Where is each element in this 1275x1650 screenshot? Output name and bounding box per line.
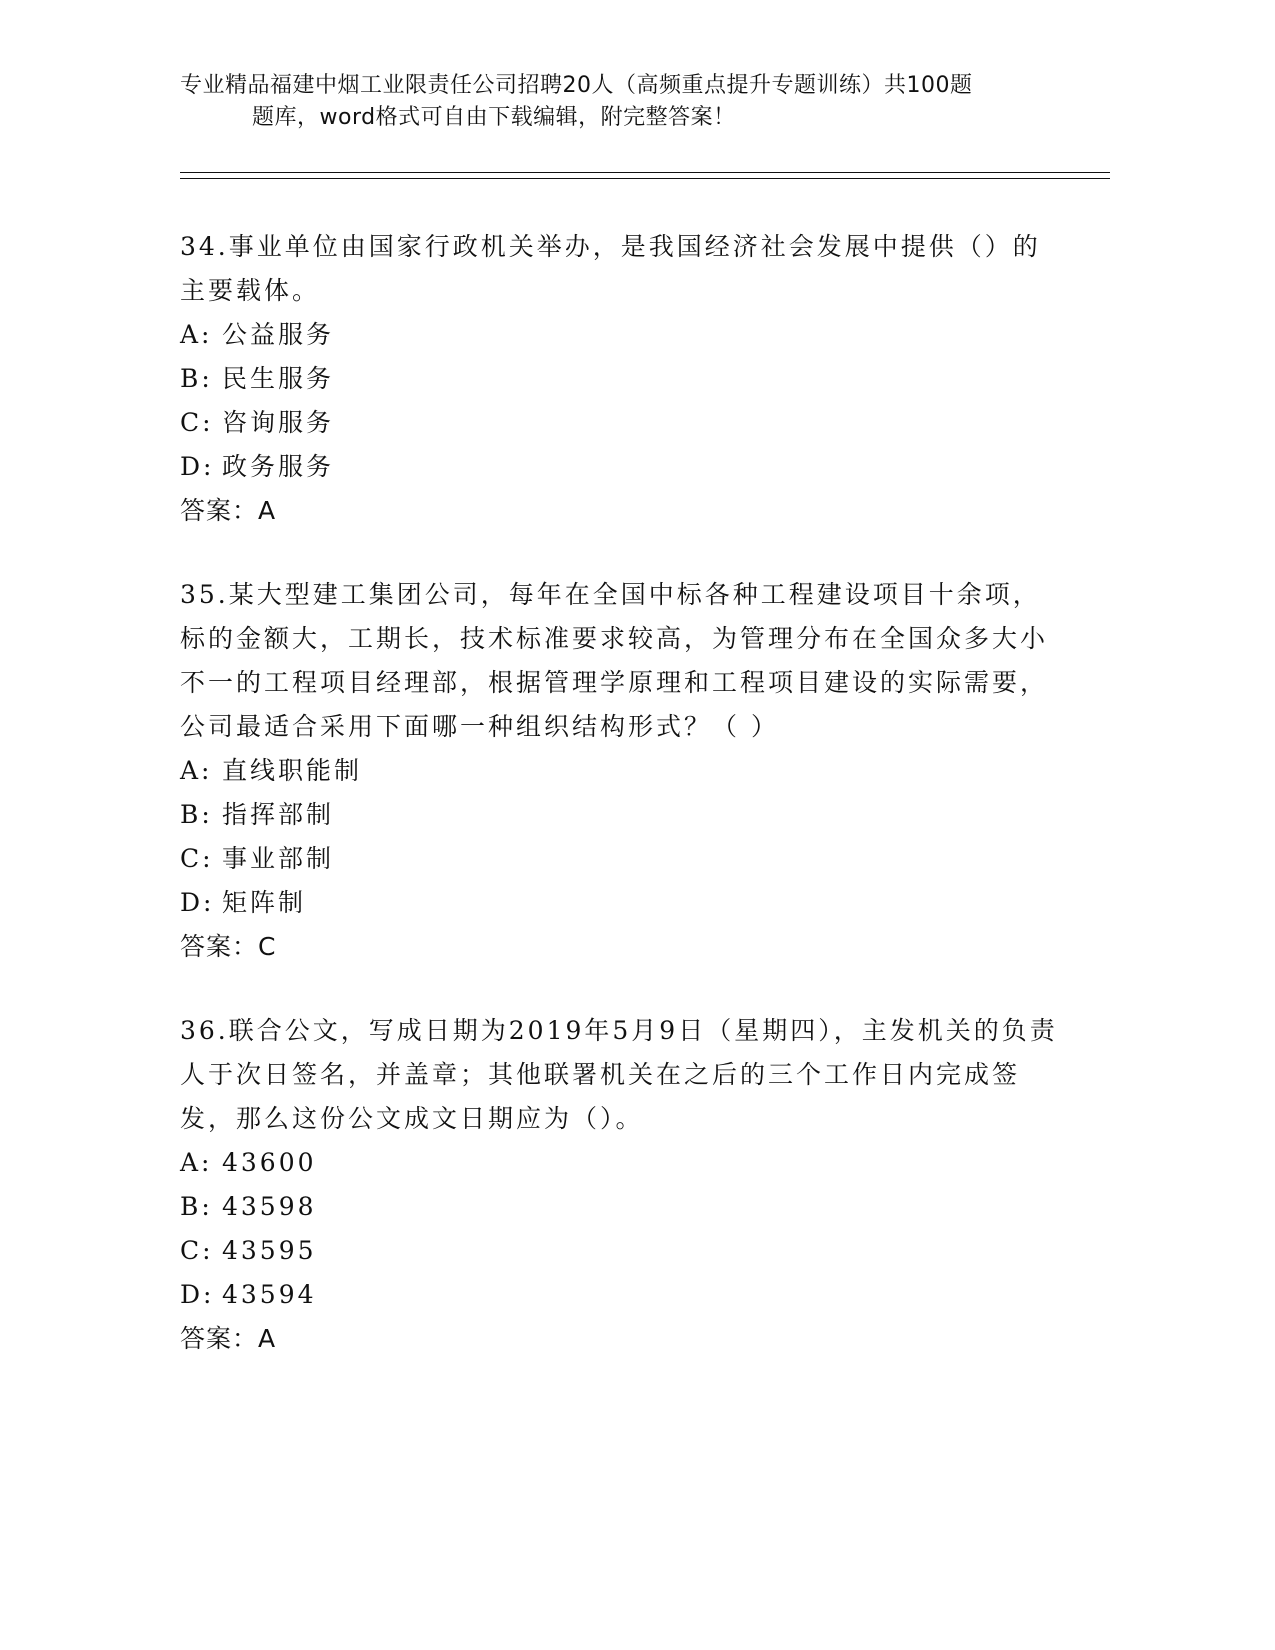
option-text: 民生服务	[222, 364, 335, 393]
question-34	[180, 225, 1060, 533]
answer-line: 答案：A	[180, 496, 277, 525]
option-a	[180, 749, 1060, 793]
option-text: 43594	[222, 1280, 317, 1309]
option-letter: C:	[180, 1236, 214, 1265]
document-header	[180, 70, 1060, 134]
question-35	[180, 573, 1060, 969]
question-36	[180, 1009, 1060, 1361]
option-c	[180, 837, 1060, 881]
option-c	[180, 1229, 1060, 1273]
option-text: 43595	[222, 1236, 317, 1265]
answer-line: 答案：A	[180, 1324, 277, 1353]
option-text: 43598	[222, 1192, 317, 1221]
question-text: 34.事业单位由国家行政机关举办，是我国经济社会发展中提供（）的主要载体。	[180, 232, 1041, 305]
option-text: 政务服务	[222, 452, 335, 481]
option-text: 指挥部制	[222, 800, 335, 829]
option-letter: A:	[180, 320, 213, 349]
option-c	[180, 401, 1060, 445]
option-letter: B:	[180, 364, 213, 393]
option-letter: B:	[180, 800, 213, 829]
option-letter: C:	[180, 844, 214, 873]
option-letter: A:	[180, 756, 213, 785]
option-text: 43600	[222, 1148, 317, 1177]
option-b	[180, 357, 1060, 401]
option-letter: C:	[180, 408, 214, 437]
option-text: 咨询服务	[222, 408, 335, 437]
option-text: 事业部制	[222, 844, 335, 873]
option-text: 矩阵制	[222, 888, 307, 917]
option-d	[180, 445, 1060, 489]
answer-line: 答案：C	[180, 932, 277, 961]
option-letter: D:	[180, 888, 215, 917]
option-d	[180, 881, 1060, 925]
header-title-line2: 题库，word格式可自由下载编辑，附完整答案！	[252, 105, 736, 130]
header-divider-bottom	[180, 178, 1110, 179]
option-letter: D:	[180, 452, 215, 481]
option-b	[180, 1185, 1060, 1229]
option-letter: D:	[180, 1280, 215, 1309]
option-text: 直线职能制	[222, 756, 363, 785]
option-letter: A:	[180, 1148, 213, 1177]
question-text: 36.联合公文，写成日期为2019年5月9日（星期四），主发机关的负责人于次日签名，并盖章；其他联署机关在之后的三个工作日内完成签发，那么这份公文成文日期应为（）。	[180, 1016, 1058, 1133]
option-a	[180, 1141, 1060, 1185]
header-divider-top	[180, 172, 1110, 173]
question-text: 35.某大型建工集团公司，每年在全国中标各种工程建设项目十余项，标的金额大，工期长，技术标准要求较高，为管理分布在全国众多大小不一的工程项目经理部，根据管理学原理和工程项目建设的实际需要，公司最适合采用下面哪一种组织结构形式？（ ）	[180, 580, 1049, 741]
option-d	[180, 1273, 1060, 1317]
option-letter: B:	[180, 1192, 213, 1221]
header-title-line1: 专业精品福建中烟工业限责任公司招聘20人（高频重点提升专题训练）共100题	[180, 73, 973, 98]
option-b	[180, 793, 1060, 837]
option-text: 公益服务	[222, 320, 335, 349]
option-a	[180, 313, 1060, 357]
